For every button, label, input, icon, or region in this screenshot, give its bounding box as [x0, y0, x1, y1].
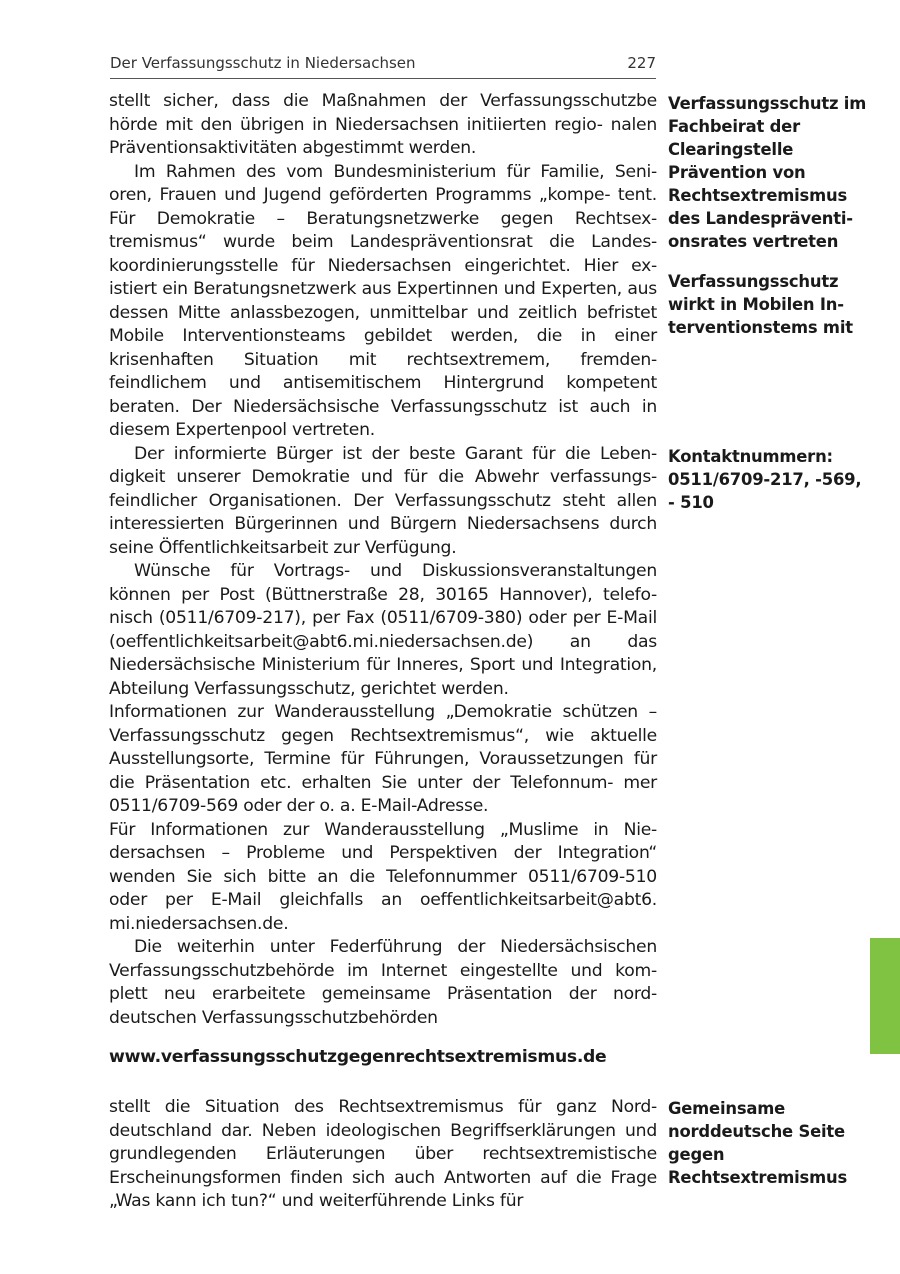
- margin-note-norddeutsche-seite: Gemeinsame norddeutsche Seite gegen Rechtsextremismus: [668, 1099, 847, 1187]
- paragraph-8: stellt die Situation des Rechtsextremismus für ganz Nord- deutschland dar. Neben ideologischen Begriffserklärungen und grundlegenden Erläuterungen über rechtsextremistische Erscheinungsformen finden sich auch Antworten auf die Frage „Was kann ich tun?“ und weiterführende Links für: [109, 1097, 657, 1211]
- closing-text: [109, 1096, 657, 1214]
- paragraph-4: Wünsche für Vortrags- und Diskussionsveranstaltungen können per Post (Büttnerstraße 28, 30165 Hannover), telefo- nisch (0511/6709-217), per Fax (0511/6709-380) oder per E-Mail (oeffentlichkeitsarbeit@abt6.mi.niedersachsen.de) an das Niedersächsische Ministerium für Inneres, Sport und Integration, Abteilung Verfassungsschutz, gerichtet werden.: [109, 561, 657, 699]
- paragraph-1: stellt sicher, dass die Maßnahmen der Verfassungsschutzbe hörde mit den übrigen in Niedersachsen initiierten regio- nalen Präventionsaktivitäten abgestimmt werden.: [109, 91, 657, 158]
- paragraph-5: Informationen zur Wanderausstellung „Demokratie schützen – Verfassungsschutz gegen Rechtsextremismus“, wie aktuelle Ausstellungsorte, Termine für Führungen, Voraussetzungen für die Präsentation etc. erhalten Sie unter der Telefonnum- mer 0511/6709-569 oder der o. a. E-Mail-Adresse.: [109, 702, 657, 816]
- paragraph-6: Für Informationen zur Wanderausstellung „Muslime in Nie- dersachsen – Probleme und Perspektiven der Integration“ wenden Sie sich bitte an die Telefonnummer 0511/6709-510 oder per E-Mail gleichfalls an oeffentlichkeitsarbeit@abt6. mi.niedersachsen.de.: [109, 819, 657, 934]
- paragraph-3: Der informierte Bürger ist der beste Garant für die Leben- digkeit unserer Demokratie und für die Abwehr verfassungs- feindlicher Organisationen. Der Verfassungsschutz steht allen interessierten Bürgerinnen und Bürgern Niedersachsens durch seine Öffentlichkeitsarbeit zur Verfügung.: [109, 443, 657, 558]
- page-number: 227: [627, 54, 656, 72]
- margin-note-mobile-intervention: Verfassungsschutz wirkt in Mobilen In- terventionstems mit: [668, 272, 853, 337]
- chapter-thumb-tab: [870, 938, 900, 1054]
- website-url: www.verfassungsschutzgegenrechtsextremismus.de: [109, 1047, 607, 1067]
- paragraph-7: Die weiterhin unter Federführung der Niedersächsischen Verfassungsschutzbehörde im Internet eingestellte und kom- plett neu erarbeitete gemeinsame Präsentation der nord- deutschen Verfassungsschutzbehörden: [109, 937, 657, 1028]
- paragraph-2: Im Rahmen des vom Bundesministerium für Familie, Seni- oren, Frauen und Jugend geförderten Programms „kompe- tent. Für Demokratie – Beratungsnetzwerke gegen Rechtsex- tremismus“ wurde beim Landespräventionsrat die Landes- koordinierungsstelle für Niedersachsen eingerichtet. Hier ex- istiert ein Beratungsnetzwerk aus Expertinnen und Experten, aus dessen Mitte anlassbezogen, unmittelbar und zeitlich befristet Mobile Interventionsteams gebildet werden, die in einer krisenhaften Situation mit rechtsextremem, fremden- feindlichem und antisemitischem Hintergrund kompetent beraten. Der Niedersächsische Verfassungsschutz ist auch in diesem Expertenpool vertreten.: [109, 161, 657, 440]
- main-text-column: [109, 90, 657, 1030]
- margin-note-clearingstelle: Verfassungsschutz im Fachbeirat der Clearingstelle Prävention von Rechtsextremismus des Landespräventi- onsrates vertreten: [668, 94, 867, 251]
- running-header: [110, 52, 656, 79]
- running-header-title: Der Verfassungsschutz in Niedersachsen: [110, 54, 416, 72]
- margin-note-contact-numbers: Kontaktnummern: 0511/6709-217, -569, - 510: [668, 447, 862, 512]
